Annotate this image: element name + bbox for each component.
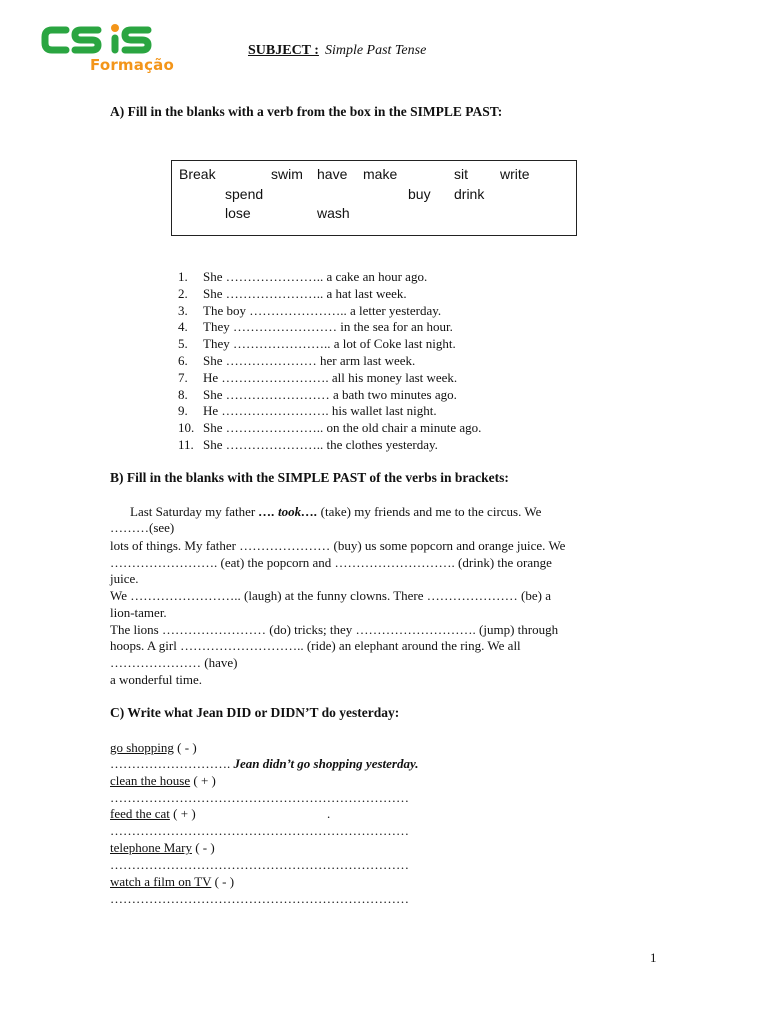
box-word: make [363,166,398,182]
list-item [178,286,481,303]
subject-line [248,43,426,59]
task-line [110,874,234,890]
item-number: 5. [178,336,188,352]
box-word: write [500,166,530,182]
item-number: 7. [178,369,188,385]
box-word: lose [225,205,251,221]
line-text: Last Saturday my father [130,504,259,519]
item-number: 3. [178,302,188,318]
item-number: 8. [178,386,188,402]
task-sign: ( + ) [190,773,216,788]
task-label: telephone Mary [110,840,192,855]
list-item [178,387,481,404]
example-answer: Jean didn’t go shopping yesterday. [233,756,419,771]
paragraph-line: ………………… (have) [110,655,238,670]
item-text: He ……………………. all his money last week. [203,369,458,385]
task-sign: ( - ) [173,740,197,755]
list-item [178,370,481,387]
paragraph-line: hoops. A girl ……………………….. (ride) an elephant around the ring. We all [110,638,521,653]
answer-dots: …………………………………………………………… [110,891,409,906]
item-number: 2. [178,285,188,301]
answer-line [110,756,419,772]
logo-subtitle: Formação [89,56,174,74]
paragraph-line: ……………………. (eat) the popcorn and ………………………. (drink) the orange [110,555,552,570]
line-text: (take) my friends and me to the circus. We [317,504,542,519]
csis-logo [40,22,175,78]
item-number: 4. [178,319,188,335]
list-item [178,437,481,454]
box-word: wash [317,205,350,221]
task-sign: ( - ) [211,874,235,889]
box-word: buy [408,186,431,202]
item-text: She ………………….. the clothes yesterday. [203,436,438,452]
section-a-title: A) Fill in the blanks with a verb from the box in the SIMPLE PAST: [110,104,503,119]
paragraph-line: lion-tamer. [110,605,167,620]
section-c-title: C) Write what Jean DID or DIDN’T do yesterday: [110,705,400,720]
task-label: go shopping [110,740,174,755]
box-word: drink [454,186,485,202]
paragraph-line: We …………………….. (laugh) at the funny clowns. There ………………… (be) a [110,588,551,603]
verb-box [171,160,577,236]
item-text: They …………………… in the sea for an hour. [203,319,453,335]
answer-dots: …………………………………………………………… [110,823,409,838]
paragraph-line [130,504,541,520]
item-text: The boy ………………….. a letter yesterday. [203,302,442,318]
box-word: have [317,166,348,182]
subject-value: Simple Past Tense [324,43,427,58]
page-number: 1 [650,950,657,965]
item-text: He ……………………. his wallet last night. [203,403,437,419]
stray-dot: . [327,806,331,821]
item-number: 10. [178,420,195,436]
section-b-title: B) Fill in the blanks with the SIMPLE PAST of the verbs in brackets: [110,470,509,485]
list-item [178,303,481,320]
task-label: feed the cat [110,806,170,821]
item-text: She ………………….. on the old chair a minute ago. [203,420,482,436]
item-text: She ………………….. a hat last week. [203,285,407,301]
item-text: They ………………….. a lot of Coke last night. [203,336,456,352]
box-word: Break [179,166,216,182]
box-word: spend [225,186,264,202]
paragraph-line: lots of things. My father ………………… (buy) us some popcorn and orange juice. We [110,538,566,553]
item-number: 1. [178,269,188,284]
exercise-a-list [178,269,481,454]
subject-label: SUBJECT : [248,43,319,58]
item-number: 11. [178,436,194,452]
item-number: 6. [178,352,188,368]
answer-dots: ………………………. [110,756,231,771]
answer-dots: …………………………………………………………… [110,790,409,805]
task-sign: ( - ) [191,840,215,855]
task-label: clean the house [110,773,191,788]
list-item [178,336,481,353]
task-line [110,840,215,856]
item-number: 9. [178,403,188,419]
list-item [178,269,481,286]
item-text: She …………………… a bath two minutes ago. [203,386,457,402]
list-item [178,420,481,437]
task-line [110,773,216,789]
box-word: sit [454,166,468,182]
list-item [178,319,481,336]
box-word: swim [271,166,303,182]
paragraph-line: ………(see) [110,520,175,535]
item-text: She ………………… her arm last week. [203,352,416,368]
paragraph-line: The lions …………………… (do) tricks; they ………………………. (jump) through [110,622,559,637]
csis-logo-mark [40,22,175,58]
paragraph-line: juice. [110,571,139,586]
list-item [178,353,481,370]
paragraph-line: a wonderful time. [110,672,203,687]
example-answer: …. took…. [258,504,318,519]
list-item [178,403,481,420]
task-sign: ( + ) [169,806,196,821]
task-line [110,740,197,756]
task-line [110,806,196,822]
item-text: She ………………….. a cake an hour ago. [203,269,428,284]
task-label: watch a film on TV [110,874,212,889]
answer-dots: …………………………………………………………… [110,857,409,872]
